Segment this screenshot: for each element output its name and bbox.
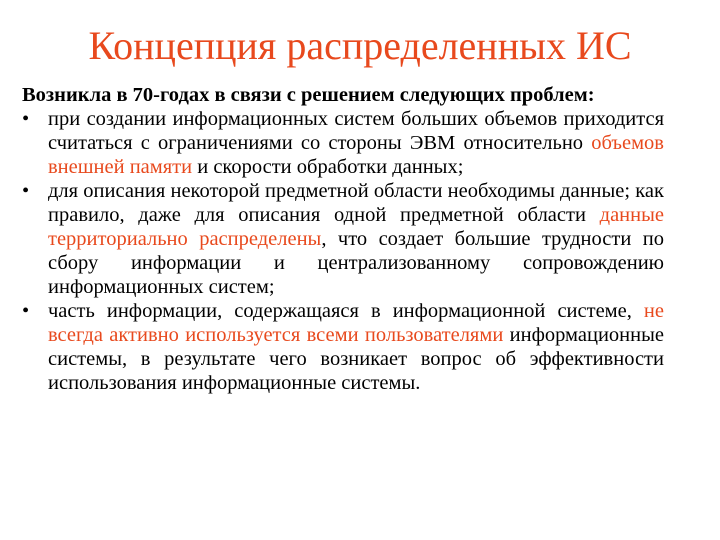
highlighted-text: не всегда активно используется всеми пользователями [48, 300, 664, 346]
slide-content [22, 83, 664, 395]
bullet-text: при создании информационных систем больших объемов приходится считаться с ограничениями со стороны ЭВМ относительно [48, 108, 664, 154]
intro-text: Возникла в 70-годах в связи с решением следующих проблем: [22, 84, 595, 106]
bullet-item-memory-limits [22, 107, 664, 179]
bullet-item-distributed-data [22, 179, 664, 299]
bullet-text: часть информации, содержащаяся в информационной системе, [48, 300, 644, 322]
bullet-text: для описания некоторой предметной области необходимы данные; как правило, даже для описания одной предметной области [48, 180, 664, 226]
bullet-text: информационные системы, в результате чего возникает вопрос об эффективности использования информационные системы. [48, 324, 664, 394]
bullet-text: и скорости обработки данных; [192, 156, 464, 178]
highlighted-text: объемов внешней памяти [48, 132, 664, 178]
bullet-item-usage-efficiency [22, 299, 664, 395]
bullet-list [22, 107, 664, 395]
bullet-icon: • [22, 180, 30, 202]
bullet-text: , что создает большие трудности по сбору информации и централизованному сопровождению информационных систем; [48, 228, 664, 298]
highlighted-text: данные территориально распределены [48, 204, 664, 250]
bullet-icon: • [22, 300, 30, 322]
slide-title: Концепция распределенных ИС [88, 23, 632, 68]
bullet-icon: • [22, 108, 30, 130]
